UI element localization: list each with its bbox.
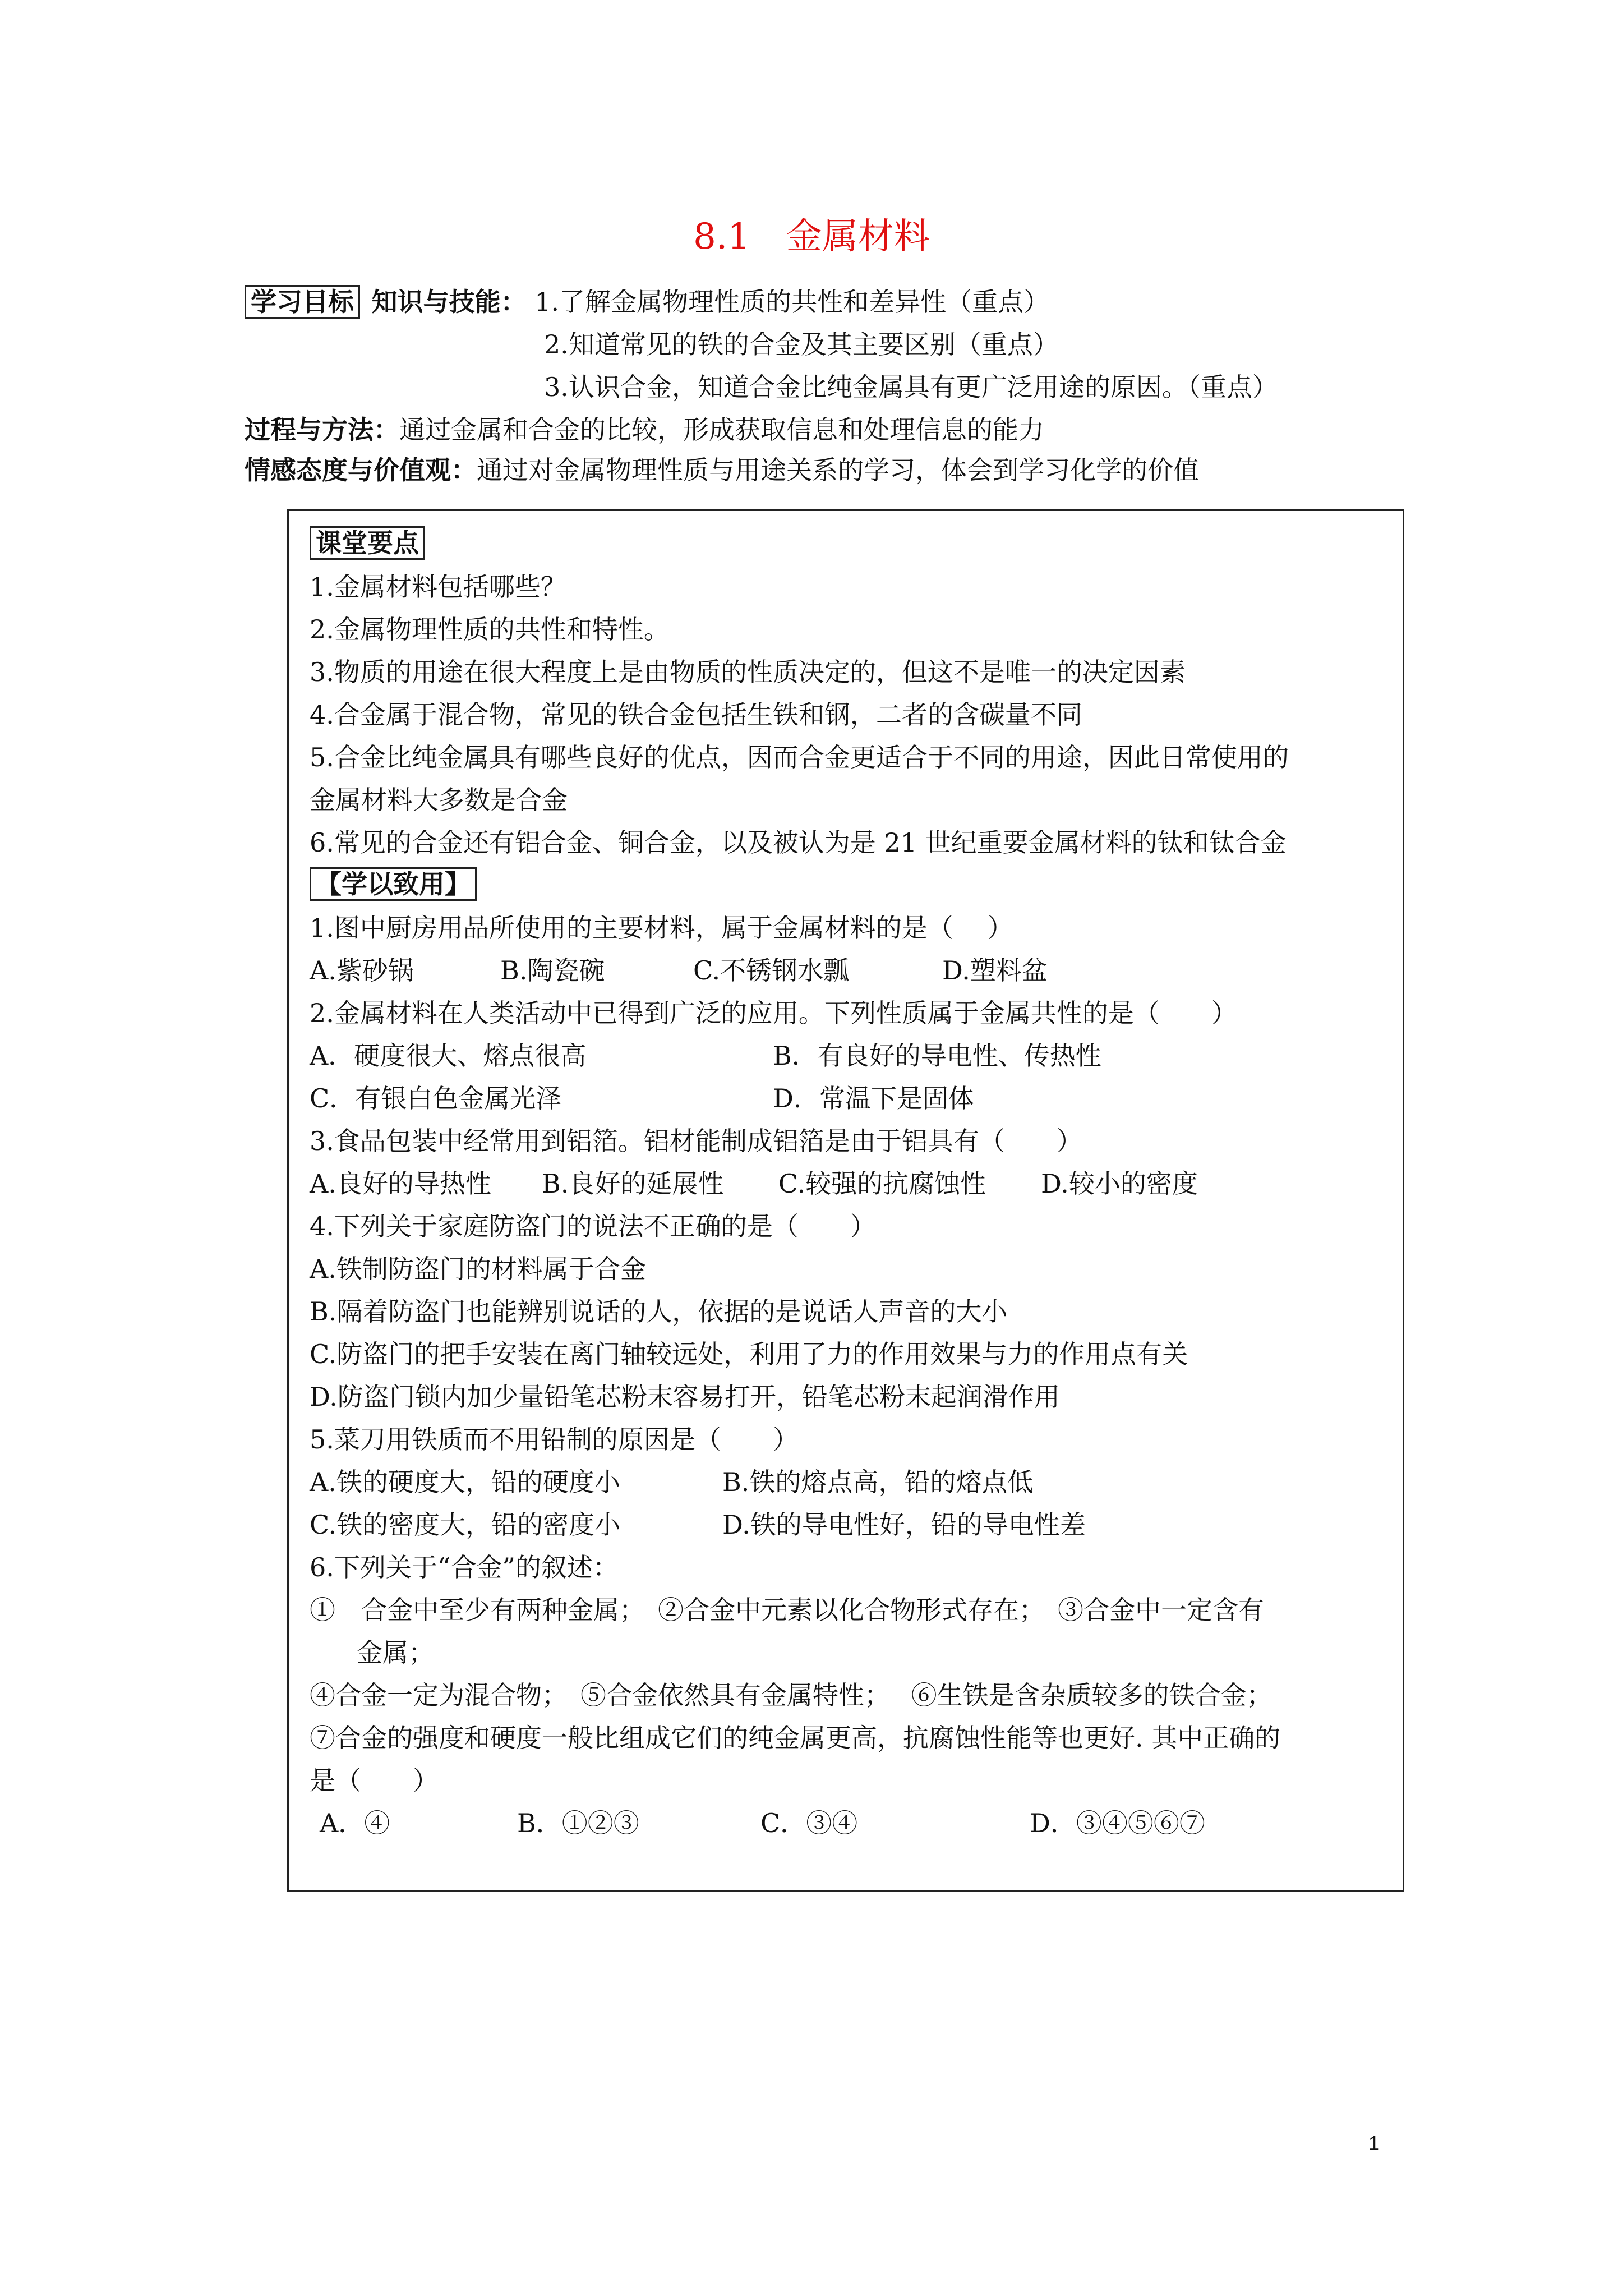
statement-line: ① 合金中至少有两种金属； ②合金中元素以化合物形式存在； ③合金中一定含有	[310, 1595, 1264, 1625]
knowledge-item: 1.了解金属物理性质的共性和差异性（重点）	[534, 287, 1050, 317]
key-point-item: 3.物质的用途在很大程度上是由物质的性质决定的，但这不是唯一的决定因素	[310, 657, 1186, 687]
statement-line: 是（ ）	[310, 1765, 439, 1796]
answer-option: C.较强的抗腐蚀性	[778, 1168, 986, 1199]
answer-option: B．有良好的导电性、传热性	[773, 1041, 1101, 1071]
knowledge-item: 2.知道常见的铁的合金及其主要区别（重点）	[544, 329, 1059, 360]
answer-option: C．③④	[760, 1808, 858, 1838]
answer-option: D.塑料盆	[942, 955, 1048, 986]
knowledge-label: 知识与技能：	[371, 287, 527, 317]
answer-option: C.防盗门的把手安装在离门轴较远处，利用了力的作用效果与力的作用点有关	[310, 1339, 1188, 1369]
answer-option: A．④	[320, 1808, 390, 1838]
key-point-item: 1.金属材料包括哪些？	[310, 572, 566, 602]
question-stem: 2.金属材料在人类活动中已得到广泛的应用。下列性质属于金属共性的是（ ）	[310, 998, 1237, 1028]
answer-option: A.铁制防盗门的材料属于合金	[310, 1254, 646, 1284]
key-points-heading-text: 课堂要点	[310, 526, 425, 560]
answer-option: D.铁的导电性好，铅的导电性差	[722, 1510, 1086, 1540]
answer-option: B.陶瓷碗	[500, 955, 605, 986]
answer-option: C.铁的密度大，铅的密度小	[310, 1510, 621, 1540]
attitude-label: 情感态度与价值观：	[245, 455, 477, 485]
attitude-row	[245, 453, 1199, 487]
page-title: 8.1 金属材料	[693, 216, 930, 257]
question-stem: 5.菜刀用铁质而不用铅制的原因是（ ）	[310, 1424, 799, 1455]
objectives-tag: 学习目标	[245, 285, 360, 319]
answer-option: A.铁的硬度大，铅的硬度小	[310, 1467, 620, 1497]
answer-option: C．有银白色金属光泽	[310, 1083, 562, 1114]
key-point-item: 金属材料大多数是合金	[310, 785, 568, 815]
question-stem: 3.食品包装中经常用到铝箔。铝材能制成铝箔是由于铝具有（ ）	[310, 1126, 1082, 1156]
answer-option: C.不锈钢水瓢	[693, 955, 850, 986]
answer-option: B.良好的延展性	[542, 1168, 724, 1199]
key-points-heading	[310, 526, 425, 560]
key-point-item: 5.合金比纯金属具有哪些良好的优点，因而合金更适合于不同的用途，因此日常使用的	[310, 742, 1289, 772]
question-stem: 4.下列关于家庭防盗门的说法不正确的是（ ）	[310, 1211, 876, 1241]
answer-option: D．常温下是固体	[773, 1083, 974, 1114]
answer-option: A．硬度很大、熔点很高	[310, 1041, 587, 1071]
answer-option: D.防盗门锁内加少量铅笔芯粉末容易打开，铅笔芯粉末起润滑作用	[310, 1382, 1060, 1412]
answer-option: B.铁的熔点高，铅的熔点低	[722, 1467, 1034, 1497]
process-row	[245, 413, 1044, 447]
key-point-item: 2.金属物理性质的共性和特性。	[310, 614, 670, 645]
practice-heading	[310, 867, 477, 901]
objectives-header-row	[245, 285, 1049, 319]
statement-line: ⑦合金的强度和硬度一般比组成它们的纯金属更高，抗腐蚀性能等也更好. 其中正确的	[310, 1723, 1281, 1753]
knowledge-item: 3.认识合金，知道合金比纯金属具有更广泛用途的原因。（重点）	[544, 372, 1278, 402]
answer-option: D．③④⑤⑥⑦	[1030, 1808, 1205, 1838]
question-stem: 6.下列关于“合金”的叙述：	[310, 1552, 619, 1582]
statement-line: ④合金一定为混合物； ⑤合金依然具有金属特性； ⑥生铁是含杂质较多的铁合金；	[310, 1680, 1272, 1710]
process-text: 通过金属和合金的比较，形成获取信息和处理信息的能力	[399, 415, 1044, 445]
answer-option: A.良好的导热性	[310, 1168, 491, 1199]
answer-option: B.隔着防盗门也能辨别说话的人，依据的是说话人声音的大小	[310, 1296, 1008, 1327]
question-stem: 1.图中厨房用品所使用的主要材料，属于金属材料的是（ ）	[310, 913, 1013, 943]
process-label: 过程与方法：	[245, 415, 399, 445]
practice-heading-text: 【学以致用】	[310, 867, 477, 901]
answer-option: D.较小的密度	[1041, 1168, 1198, 1199]
page-number: 1	[1368, 2132, 1380, 2155]
key-point-item: 6.常见的合金还有铝合金、铜合金，以及被认为是 21 世纪重要金属材料的钛和钛合金	[310, 827, 1287, 858]
statement-line: 金属；	[357, 1637, 434, 1668]
answer-option: B．①②③	[517, 1808, 639, 1838]
attitude-text: 通过对金属物理性质与用途关系的学习，体会到学习化学的价值	[477, 455, 1199, 485]
answer-option: A.紫砂锅	[310, 955, 414, 986]
key-point-item: 4.合金属于混合物，常见的铁合金包括生铁和钢，二者的含碳量不同	[310, 700, 1082, 730]
